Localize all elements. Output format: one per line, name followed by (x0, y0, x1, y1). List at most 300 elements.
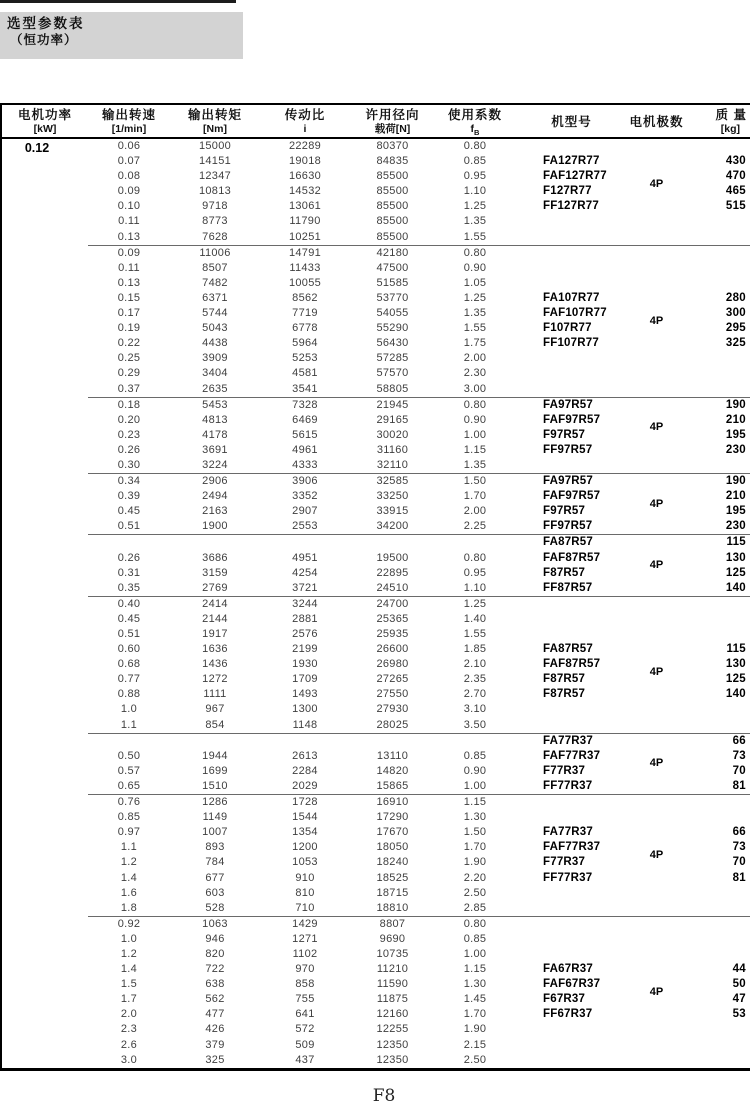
torque-cell: 477 (205, 1008, 225, 1021)
ratio-cell: 11433 (289, 261, 321, 274)
fb-cell: 2.25 (463, 520, 487, 533)
load-cell: 54055 (376, 307, 409, 320)
load-cell: 27930 (376, 703, 409, 716)
title-line2: （恒功率） (10, 33, 78, 47)
ratio-cell: 4333 (292, 458, 318, 471)
torque-cell: 5744 (202, 307, 228, 320)
header-radial-load: 许用径向 载荷[N] (365, 108, 420, 135)
mass-cell: 66 (732, 826, 746, 839)
torque-cell: 946 (205, 932, 225, 945)
ratio-cell: 1102 (292, 947, 318, 960)
model-cell (515, 947, 628, 962)
ratio-cell: 7328 (292, 398, 318, 411)
speed-cell: 0.31 (117, 566, 141, 579)
ratio-cell: 2553 (292, 520, 318, 533)
fb-cell: 0.85 (463, 749, 487, 762)
speed-cell: 0.29 (117, 367, 141, 380)
load-cell: 85500 (376, 230, 409, 243)
mass-cell: 73 (732, 841, 746, 854)
poles-spacer (628, 336, 685, 351)
torque-cell: 2769 (202, 581, 228, 594)
speed-cell: 1.7 (120, 993, 138, 1006)
ratio-cell: 2029 (292, 779, 318, 792)
load-cell: 85500 (376, 215, 409, 228)
ratio-cell: 14532 (288, 185, 322, 198)
fb-cell: 1.15 (463, 963, 487, 976)
torque-cell (170, 535, 260, 550)
model-cell: FAF77R37 (543, 841, 601, 854)
fb-cell: 1.90 (463, 1023, 487, 1036)
torque-cell: 3224 (202, 458, 228, 471)
header-output-speed: 输出转速 [1/min] (101, 108, 156, 135)
poles-spacer (628, 535, 685, 550)
ratio-cell: 1493 (292, 688, 318, 701)
table-header-row (2, 105, 750, 139)
speed-cell: 0.85 (117, 811, 141, 824)
poles-spacer (628, 642, 685, 657)
poles-value: 4P (649, 421, 664, 434)
mass-cell: 115 (726, 643, 746, 656)
torque-cell: 2414 (202, 597, 228, 610)
load-cell: 22895 (376, 566, 409, 579)
model-cell: FA97R57 (543, 475, 593, 488)
table-row (88, 230, 750, 245)
poles-spacer (628, 366, 685, 381)
torque-cell: 1149 (202, 811, 228, 824)
mass-cell (685, 366, 750, 381)
top-rule (0, 0, 236, 3)
motor-power-column (2, 139, 88, 1068)
load-cell: 14820 (376, 764, 409, 777)
fb-cell: 1.00 (463, 428, 487, 441)
load-cell: 25935 (376, 628, 409, 640)
speed-cell: 0.22 (117, 337, 141, 350)
mass-cell: 70 (732, 764, 746, 777)
speed-cell: 0.51 (117, 628, 141, 640)
fb-cell: 1.15 (463, 443, 487, 456)
model-cell: FF77R37 (543, 871, 593, 884)
load-cell: 31160 (376, 443, 409, 456)
mass-cell: 210 (725, 413, 746, 426)
speed-cell: 0.45 (117, 612, 141, 625)
load-cell: 17670 (376, 826, 409, 839)
table-row (88, 261, 750, 276)
torque-cell: 6371 (202, 291, 228, 304)
poles-spacer (628, 351, 685, 366)
row-group (88, 596, 750, 733)
load-cell: 10735 (376, 947, 409, 960)
torque-cell: 722 (205, 963, 225, 976)
load-cell: 26600 (376, 643, 409, 656)
mass-cell: 325 (725, 337, 746, 350)
ratio-cell: 2907 (292, 505, 318, 518)
mass-cell (685, 795, 750, 810)
load-cell: 57570 (376, 367, 409, 380)
table-row (88, 382, 750, 397)
model-cell (515, 1022, 628, 1037)
table-row (88, 642, 750, 657)
load-cell: 56430 (376, 337, 409, 350)
speed-cell: 0.30 (117, 458, 141, 471)
speed-cell: 0.76 (117, 796, 141, 809)
poles-spacer (628, 795, 685, 810)
page-number: F8 (372, 1086, 396, 1106)
load-cell: 8807 (379, 917, 406, 930)
service-factor-subscript: B (474, 128, 480, 138)
poles-spacer (628, 917, 685, 932)
load-cell: 24510 (376, 581, 409, 594)
mass-cell: 66 (732, 734, 746, 747)
model-cell (515, 627, 628, 642)
model-cell: FF67R37 (543, 1008, 593, 1021)
fb-cell: 2.20 (463, 871, 487, 884)
mass-cell (685, 276, 750, 291)
table-row (88, 917, 750, 932)
speed-cell: 0.45 (117, 505, 141, 518)
speed-cell: 0.88 (117, 688, 141, 701)
speed-cell: 2.3 (120, 1023, 138, 1036)
ratio-cell: 1544 (292, 811, 318, 824)
table-row (88, 443, 750, 458)
table-row (88, 779, 750, 794)
load-cell: 58805 (376, 382, 409, 395)
mass-cell (685, 917, 750, 932)
table-row (88, 718, 750, 733)
load-cell: 32110 (376, 458, 409, 471)
ratio-cell: 1148 (292, 718, 318, 731)
mass-cell (685, 139, 750, 154)
model-cell: FF127R77 (543, 200, 599, 213)
poles-spacer (628, 718, 685, 733)
mass-cell: 300 (725, 307, 746, 320)
mass-cell: 470 (725, 170, 746, 183)
header-mass: 质 量 [kg] (715, 108, 747, 135)
poles-spacer (628, 382, 685, 397)
mass-cell: 125 (725, 673, 746, 686)
ratio-cell: 710 (295, 901, 315, 914)
poles-spacer (628, 962, 685, 977)
mass-cell (685, 458, 750, 473)
mass-cell: 465 (725, 185, 746, 198)
model-cell: F107R77 (543, 322, 592, 335)
table-row (88, 932, 750, 947)
load-cell: 85500 (376, 170, 409, 183)
fb-cell: 1.45 (463, 993, 487, 1006)
fb-cell: 0.80 (463, 246, 487, 259)
torque-cell: 11006 (199, 246, 231, 259)
load-cell: 18240 (376, 856, 409, 869)
speed-cell: 0.08 (117, 170, 141, 183)
mass-cell: 81 (732, 871, 746, 884)
table-row (88, 535, 750, 550)
load-cell: 80370 (376, 140, 409, 152)
fb-cell: 1.30 (463, 811, 487, 824)
torque-cell: 4813 (202, 413, 228, 426)
torque-cell: 2144 (202, 612, 228, 625)
model-cell: FF87R57 (543, 581, 593, 594)
model-cell: FAF127R77 (543, 170, 607, 183)
table-row (88, 199, 750, 214)
ratio-cell: 437 (295, 1053, 315, 1066)
ratio-cell: 3244 (292, 597, 318, 610)
load-cell: 25365 (376, 612, 409, 625)
ratio-cell: 1271 (292, 932, 318, 945)
poles-spacer (628, 291, 685, 306)
table-row (88, 597, 750, 612)
ratio-cell: 1200 (292, 841, 318, 854)
model-cell: FA67R37 (543, 963, 593, 976)
mass-cell: 190 (725, 475, 746, 488)
speed-cell: 0.11 (118, 215, 140, 228)
torque-cell: 1286 (202, 796, 228, 809)
load-cell: 12255 (376, 1023, 409, 1036)
poles-spacer (628, 597, 685, 612)
model-cell: F127R77 (543, 185, 592, 198)
fb-cell: 1.25 (463, 597, 487, 610)
poles-spacer (628, 627, 685, 642)
poles-spacer (628, 474, 685, 489)
torque-cell: 967 (205, 703, 225, 716)
torque-cell: 10813 (198, 185, 232, 198)
fb-cell: 1.15 (463, 796, 487, 809)
fb-cell: 3.50 (463, 718, 487, 731)
torque-cell: 854 (205, 718, 225, 731)
torque-cell: 1272 (202, 673, 228, 686)
ratio-cell: 1728 (292, 796, 318, 809)
speed-cell: 0.97 (117, 826, 141, 839)
fb-cell: 0.80 (463, 551, 487, 564)
mass-cell (685, 627, 750, 642)
header-ratio: 传动比 i (284, 108, 326, 135)
table-row (88, 458, 750, 473)
poles-spacer (628, 901, 685, 916)
mass-cell: 47 (732, 993, 746, 1006)
model-cell (515, 932, 628, 947)
torque-cell: 562 (205, 993, 225, 1006)
model-cell: FA107R77 (543, 291, 600, 304)
speed-cell: 1.4 (120, 963, 138, 976)
table-row (88, 612, 750, 627)
torque-cell: 5043 (202, 322, 228, 335)
fb-cell: 1.40 (463, 612, 487, 625)
fb-cell: 1.35 (463, 458, 487, 471)
load-cell: 57285 (376, 352, 409, 365)
poles-spacer (628, 825, 685, 840)
torque-cell: 1699 (202, 764, 228, 777)
model-cell (515, 718, 628, 733)
speed-cell: 0.65 (117, 779, 141, 792)
mass-cell: 44 (732, 963, 746, 976)
fb-cell: 1.70 (463, 841, 487, 854)
poles-spacer (628, 612, 685, 627)
row-group (88, 534, 750, 595)
fb-cell: 1.35 (463, 215, 487, 228)
speed-cell: 0.35 (117, 581, 141, 594)
mass-cell (685, 718, 750, 733)
poles-spacer (628, 810, 685, 825)
fb-cell: 1.75 (463, 337, 487, 350)
ratio-cell: 6778 (292, 322, 318, 335)
model-cell: F87R57 (543, 688, 586, 701)
ratio-cell: 2284 (292, 764, 318, 777)
header-output-torque: 输出转矩 [Nm] (187, 108, 242, 135)
mass-cell: 53 (732, 1008, 746, 1021)
speed-cell: 1.6 (120, 886, 138, 899)
poles-spacer (628, 886, 685, 901)
torque-cell: 1007 (202, 826, 228, 839)
speed-cell: 0.57 (117, 764, 141, 777)
speed-cell: 0.68 (117, 658, 141, 671)
model-cell: FF97R57 (543, 443, 593, 456)
ratio-cell: 1429 (292, 917, 318, 930)
row-group (88, 245, 750, 397)
mass-cell: 190 (725, 398, 746, 411)
torque-cell: 1510 (202, 779, 228, 792)
load-cell: 85500 (376, 200, 409, 213)
mass-cell (685, 246, 750, 261)
load-cell: 9690 (379, 932, 406, 945)
torque-cell: 3691 (202, 443, 228, 456)
poles-value: 4P (649, 848, 664, 861)
fb-cell: 2.70 (463, 688, 487, 701)
ratio-cell: 11790 (289, 215, 321, 228)
row-group (88, 794, 750, 916)
speed-cell: 0.26 (117, 551, 141, 564)
table-row (88, 795, 750, 810)
model-cell: F67R37 (543, 993, 586, 1006)
table-row (88, 627, 750, 642)
ratio-cell: 4254 (292, 566, 318, 579)
fb-cell: 0.85 (463, 155, 487, 168)
fb-cell: 3.10 (463, 703, 487, 716)
load-cell: 18050 (376, 841, 409, 854)
poles-value: 4P (649, 177, 664, 190)
mass-cell: 125 (725, 566, 746, 579)
speed-cell: 3.0 (120, 1053, 138, 1066)
torque-cell: 9718 (202, 200, 228, 213)
load-cell: 11210 (376, 963, 409, 976)
table-row (88, 871, 750, 886)
ratio-cell: 3541 (292, 382, 318, 395)
speed-cell: 0.25 (117, 352, 141, 365)
speed-cell: 0.13 (117, 276, 141, 289)
torque-cell: 677 (205, 871, 225, 884)
table-body (2, 139, 750, 1068)
fb-cell: 0.95 (463, 566, 487, 579)
poles-spacer (628, 443, 685, 458)
speed-cell: 1.4 (120, 871, 138, 884)
fb-cell: 2.00 (463, 352, 487, 365)
torque-cell: 1111 (203, 688, 227, 701)
poles-spacer (628, 519, 685, 534)
load-cell: 26980 (376, 658, 409, 671)
load-cell: 12160 (376, 1008, 409, 1021)
model-cell: FAF107R77 (543, 307, 607, 320)
header-poles: 电机极数 (629, 115, 684, 129)
ratio-cell: 858 (295, 978, 315, 991)
model-cell: FA77R37 (543, 826, 593, 839)
ratio-cell (260, 734, 350, 749)
speed-cell: 0.20 (117, 413, 141, 426)
fb-cell: 1.35 (463, 307, 487, 320)
ratio-cell: 3352 (292, 490, 318, 503)
fb-cell: 2.10 (463, 658, 487, 671)
table-groups (88, 139, 750, 1068)
poles-value: 4P (649, 497, 664, 510)
torque-cell: 4438 (202, 337, 228, 350)
header-service-factor: 使用系数 $f_B$ (447, 108, 502, 138)
mass-cell (685, 261, 750, 276)
mass-cell: 140 (725, 581, 746, 594)
fb-cell: 1.55 (463, 322, 487, 335)
model-cell (515, 458, 628, 473)
speed-cell: 1.0 (120, 703, 138, 716)
torque-cell: 8507 (202, 261, 228, 274)
ratio-cell: 755 (295, 993, 315, 1006)
ratio-cell: 810 (295, 886, 315, 899)
ratio-cell: 4951 (292, 551, 318, 564)
torque-cell: 12347 (198, 170, 232, 183)
poles-spacer (628, 154, 685, 169)
selection-parameter-table (0, 103, 750, 1071)
ratio-cell: 13061 (288, 200, 322, 213)
mass-cell: 230 (725, 443, 746, 456)
fb-cell: 1.25 (463, 200, 487, 213)
model-cell (515, 261, 628, 276)
table-row (88, 398, 750, 413)
torque-cell: 325 (205, 1053, 225, 1066)
model-cell (515, 214, 628, 229)
torque-cell: 379 (205, 1038, 225, 1051)
fb-cell: 2.00 (463, 505, 487, 518)
table-row (88, 246, 750, 261)
mass-cell: 515 (725, 200, 746, 213)
model-cell: FA87R57 (543, 536, 593, 549)
load-cell: 27265 (376, 673, 409, 686)
fb-cell: 2.30 (463, 367, 487, 380)
speed-cell: 0.26 (117, 443, 141, 456)
ratio-cell: 8562 (292, 291, 318, 304)
load-cell: 24700 (376, 597, 409, 610)
fb-cell: 2.35 (463, 673, 487, 686)
load-cell: 34200 (376, 520, 409, 533)
mass-cell (685, 702, 750, 717)
fb-cell: 2.15 (463, 1038, 487, 1051)
mass-cell: 430 (725, 155, 746, 168)
fb-cell: 1.50 (463, 826, 487, 839)
ratio-cell: 16630 (288, 170, 322, 183)
speed-cell: 0.07 (117, 155, 141, 168)
table-row (88, 1007, 750, 1022)
fb-cell: 3.00 (463, 382, 487, 395)
torque-cell: 603 (205, 886, 225, 899)
poles-spacer (628, 779, 685, 794)
mass-cell (685, 810, 750, 825)
fb-cell: 1.85 (463, 643, 487, 656)
model-cell (515, 597, 628, 612)
table-row (88, 366, 750, 381)
model-cell: F97R57 (543, 505, 586, 518)
load-cell: 32585 (376, 475, 409, 488)
fb-cell: 1.70 (463, 1008, 487, 1021)
load-cell: 18525 (376, 871, 409, 884)
model-cell (515, 246, 628, 261)
torque-cell: 820 (205, 947, 225, 960)
torque-cell: 1063 (202, 917, 228, 930)
model-cell (515, 886, 628, 901)
speed-cell: 1.2 (120, 856, 138, 869)
poles-spacer (628, 947, 685, 962)
